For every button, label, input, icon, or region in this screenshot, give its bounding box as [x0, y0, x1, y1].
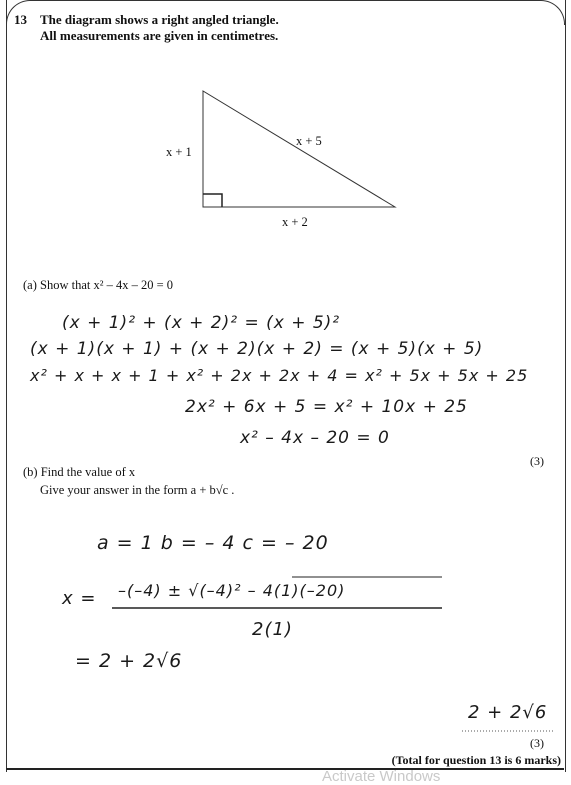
- formula-numerator: –(–4) ± √(–4)² – 4(1)(–20): [118, 581, 346, 600]
- working-line-4: 2x² + 6x + 5 = x² + 10x + 25: [185, 397, 468, 417]
- coefficients: a = 1 b = – 4 c = – 20: [97, 532, 329, 554]
- windows-watermark: Activate Windows: [322, 768, 441, 785]
- part-b-instruction: Give your answer in the form a + b√c .: [40, 483, 235, 497]
- label-hypotenuse: x + 5: [296, 134, 322, 148]
- working-line-2: (x + 1)(x + 1) + (x + 2)(x + 2) = (x + 5)(x + 5): [30, 339, 484, 359]
- total-marks: (Total for question 13 is 6 marks): [391, 753, 561, 767]
- working-line-3: x² + x + x + 1 + x² + 2x + 2x + 4 = x² + 5x + 5x + 25: [30, 366, 529, 385]
- part-a-marks: (3): [530, 454, 544, 468]
- result-line: = 2 + 2√6: [75, 650, 183, 672]
- intro-line-1: The diagram shows a right angled triangle.: [40, 12, 279, 27]
- intro-line-2: All measurements are given in centimetres.: [40, 28, 279, 43]
- question-number: 13: [14, 12, 27, 27]
- formula-lhs: x =: [62, 588, 97, 609]
- working-line-1: (x + 1)² + (x + 2)² = (x + 5)²: [62, 313, 341, 333]
- final-answer: 2 + 2√6: [468, 702, 548, 723]
- label-bottom-side: x + 2: [282, 215, 308, 229]
- bottom-rule: [6, 768, 564, 770]
- label-left-side: x + 1: [166, 145, 192, 159]
- working-line-5: x² – 4x – 20 = 0: [240, 428, 390, 448]
- part-a-prompt: (a) Show that x² – 4x – 20 = 0: [23, 278, 174, 292]
- formula-denominator: 2(1): [252, 619, 293, 640]
- part-b-marks: (3): [530, 736, 544, 750]
- part-b-prompt: (b) Find the value of x: [23, 465, 136, 479]
